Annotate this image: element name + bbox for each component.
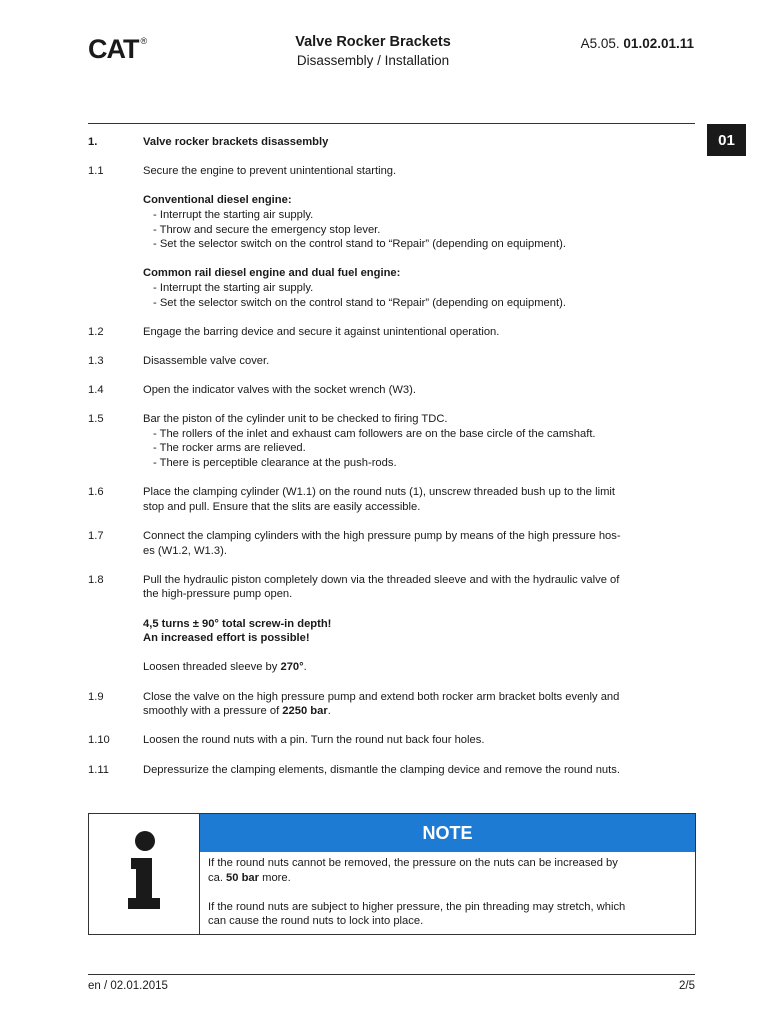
info-icon-graphic	[89, 814, 199, 934]
chapter-tab: 01	[707, 124, 746, 156]
registered-mark: ®	[140, 36, 147, 46]
list-item: - The rocker arms are relieved.	[153, 442, 306, 455]
warning-text: 4,5 turns ± 90° total screw-in depth!	[143, 617, 332, 630]
common-rail-heading: Common rail diesel engine and dual fuel engine:	[143, 267, 401, 280]
footer-date: en / 02.01.2015	[88, 980, 168, 992]
list-item: - Set the selector switch on the control stand to “Repair” (depending on equipment).	[153, 238, 566, 251]
step-1-2: 1.2 Engage the barring device and secure it against unintentional operation.	[88, 325, 500, 338]
list-item: - Interrupt the starting air supply.	[153, 208, 314, 221]
step-1-9: 1.9 Close the valve on the high pressure pump and extend both rocker arm bracket bolts evenly and smoothly with a pressure of 2250 bar.	[88, 690, 620, 718]
conventional-engine-heading: Conventional diesel engine:	[143, 194, 292, 207]
note-box	[88, 813, 696, 935]
list-item: - There is perceptible clearance at the push-rods.	[153, 457, 397, 470]
list-item: - The rollers of the inlet and exhaust cam followers are on the base circle of the camshaft.	[153, 427, 596, 440]
note-text: If the round nuts cannot be removed, the pressure on the nuts can be increased by ca. 50 bar more. If the round nuts are subject to higher pressure, the pin threading may stretch, which can cause the round nuts to lock into place.	[208, 857, 626, 928]
step-1-4: 1.4 Open the indicator valves with the socket wrench (W3).	[88, 384, 416, 397]
page-title: Valve Rocker Brackets	[295, 34, 451, 50]
step-1-1: 1.1 Secure the engine to prevent unintentional starting. Conventional diesel engine: - Interrupt the starting air supply. - Throw and secure the emergency stop lever. - Set the selector switch on the control stand to “Repair” (depending on equipment). Common rail diesel engine and dual fuel engine: - Interrupt the starting air supply. - Set the selector switch on the control stand to “Repair” (depending on equipment).	[88, 164, 695, 310]
step-1-11: 1.11 Depressurize the clamping elements, dismantle the clamping device and remove the round nuts.	[88, 763, 620, 776]
note-heading: NOTE	[200, 814, 695, 852]
list-item: - Interrupt the starting air supply.	[153, 281, 314, 294]
list-item: - Set the selector switch on the control stand to “Repair” (depending on equipment).	[153, 296, 566, 309]
info-icon	[89, 814, 200, 934]
header-divider	[88, 123, 695, 124]
warning-text: An increased effort is possible!	[143, 632, 310, 645]
document-code: A5.05. 01.02.01.11	[580, 36, 694, 51]
step-1-6: 1.6 Place the clamping cylinder (W1.1) on the round nuts (1), unscrew threaded bush up to the limit stop and pull. Ensure that the slits are easily accessible.	[88, 486, 615, 513]
document-body	[88, 135, 695, 777]
section-heading: 1. Valve rocker brackets disassembly	[88, 136, 329, 148]
footer-divider	[88, 974, 695, 975]
page-subtitle: Disassembly / Installation	[296, 53, 450, 68]
step-1-7: 1.7 Connect the clamping cylinders with the high pressure pump by means of the high pressure hos- es (W1.2, W1.3).	[88, 530, 621, 557]
loosen-instruction: Loosen threaded sleeve by 270°.	[143, 661, 307, 674]
cat-logo: CAT ®	[88, 34, 147, 64]
step-1-8: 1.8 Pull the hydraulic piston completely down via the threaded sleeve and with the hydraulic valve of the high-pressure pump open. 4,5 turns ± 90° total screw-in depth! An increased effort is possible! Loosen threaded sleeve by 270°.	[88, 573, 695, 675]
page-number: 2/5	[679, 980, 695, 992]
step-1-5: 1.5 Bar the piston of the cylinder unit to be checked to firing TDC. - The rollers of the inlet and exhaust cam followers are on the base circle of the camshaft. - The rocker arms are relieved. - There is perceptible clearance at the push-rods.	[88, 412, 695, 470]
step-1-3: 1.3 Disassemble valve cover.	[88, 354, 270, 367]
list-item: - Throw and secure the emergency stop lever.	[153, 223, 381, 236]
step-1-10: 1.10 Loosen the round nuts with a pin. Turn the round nut back four holes.	[88, 734, 485, 747]
